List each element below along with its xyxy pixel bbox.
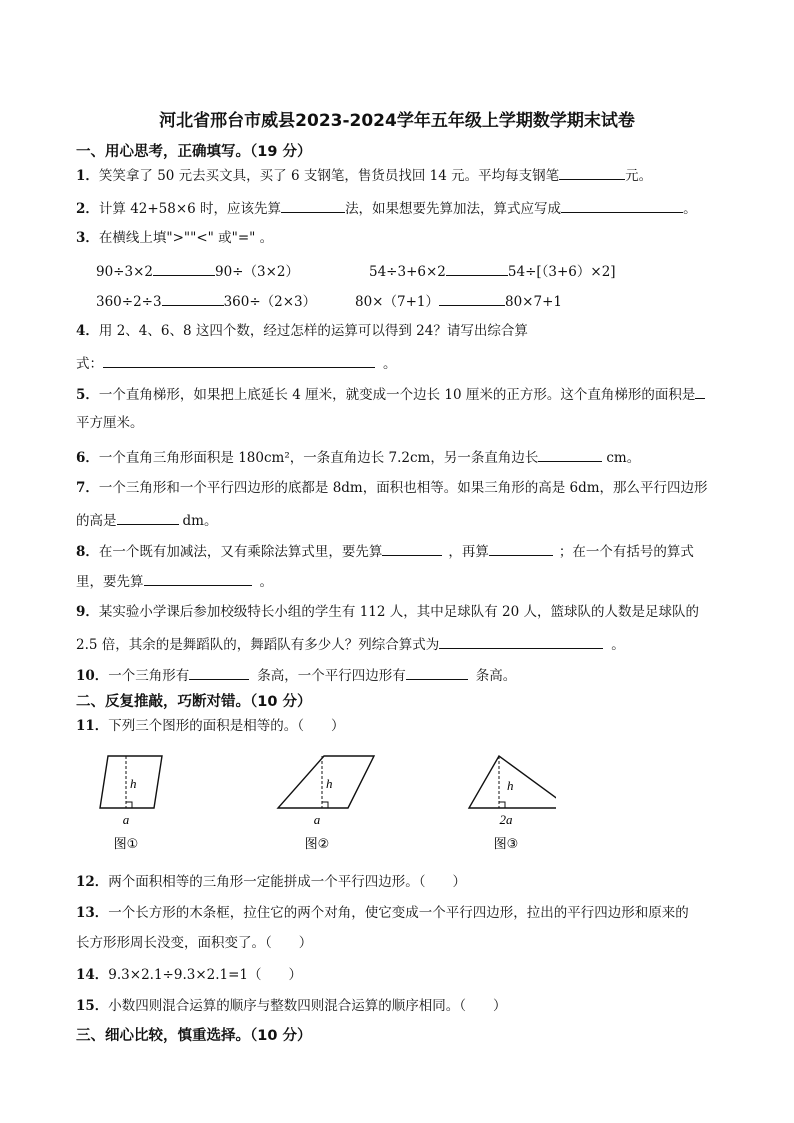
answer-blank[interactable]	[382, 541, 442, 556]
compare-right: 54÷[（3+6）×2]	[507, 264, 616, 280]
answer-blank[interactable]	[144, 571, 252, 586]
question-text: 条高，一个平行四边形有	[257, 668, 406, 684]
base-label: 2a	[499, 812, 513, 827]
question-7	[76, 479, 708, 497]
question-8	[76, 541, 694, 561]
question-text: 笑笑拿了 50 元去买文具，买了 6 支钢笔，售货员找回 14 元。平均每支钢笔	[98, 168, 560, 184]
question-4-cont	[76, 353, 397, 373]
question-5	[76, 384, 705, 404]
figure-caption: 图②	[304, 837, 330, 852]
answer-blank[interactable]	[439, 291, 505, 306]
question-14	[76, 966, 302, 984]
question-number: 13．	[76, 905, 109, 921]
question-text: 一个三角形和一个平行四边形的底都是 8dm，面积也相等。如果三角形的高是 6dm，那么平行四边形	[98, 480, 708, 496]
question-text: 元。	[625, 168, 653, 184]
question-text: 。	[683, 201, 697, 217]
question-number: 14．	[76, 967, 109, 983]
answer-blank[interactable]	[538, 447, 602, 462]
question-4	[76, 322, 528, 340]
question-13-cont	[76, 934, 312, 952]
question-text: cm。	[606, 450, 641, 466]
answer-blank[interactable]	[559, 165, 625, 180]
question-9-cont	[76, 634, 625, 654]
question-6	[76, 447, 640, 467]
figure-caption: 图①	[113, 837, 139, 852]
answer-blank[interactable]	[153, 261, 215, 276]
question-text: 9.3×2.1÷9.3×2.1=1（ ）	[108, 967, 303, 983]
section-3-heading: 三、细心比较，慎重选择。（10 分）	[76, 1028, 312, 1044]
section-2-heading: 二、反复推敲，巧断对错。（10 分）	[76, 694, 312, 710]
answer-blank[interactable]	[439, 634, 603, 649]
question-13	[76, 904, 689, 922]
question-text: ，再算	[448, 544, 489, 560]
question-number: 9．	[76, 604, 99, 620]
question-text: 在一个既有加减法，又有乘除法算式里，要先算	[98, 544, 383, 560]
question-number: 12．	[76, 874, 109, 890]
question-number: 3．	[76, 230, 99, 246]
question-number: 4．	[76, 323, 99, 339]
question-11	[76, 717, 345, 735]
question-text: 长方形形周长没变，面积变了。（ ）	[76, 935, 313, 951]
question-9	[76, 603, 699, 621]
right-angle-mark	[322, 802, 328, 808]
question-text: 里，要先算	[76, 574, 144, 590]
answer-blank[interactable]	[162, 291, 224, 306]
area-figures	[96, 746, 556, 858]
answer-blank[interactable]	[406, 665, 468, 680]
answer-blank[interactable]	[561, 198, 683, 213]
question-number: 2．	[76, 201, 99, 217]
question-text: 在横线上填">""<" 或"=" 。	[98, 230, 274, 246]
question-text: 。	[259, 574, 273, 590]
question-text: 某实验小学课后参加校级特长小组的学生有 112 人，其中足球队有 20 人，篮球队的人数是足球队的	[98, 604, 700, 620]
question-text: ；在一个有括号的算式	[558, 544, 694, 560]
question-number: 5．	[76, 387, 99, 403]
question-number: 10．	[76, 668, 109, 684]
question-text: 的高是	[76, 513, 117, 529]
height-label: h	[326, 776, 333, 791]
height-label: h	[507, 778, 514, 793]
question-10	[76, 665, 516, 685]
answer-blank[interactable]	[446, 261, 508, 276]
question-number: 6．	[76, 450, 99, 466]
question-text: 2.5 倍，其余的是舞蹈队的，舞蹈队有多少人？列综合算式为	[76, 637, 440, 653]
section-1-heading: 一、用心思考，正确填写。（19 分）	[76, 144, 312, 160]
answer-blank[interactable]	[103, 353, 375, 368]
question-text: 下列三个图形的面积是相等的。（ ）	[108, 718, 345, 734]
question-text: 一个直角三角形面积是 180cm²，一条直角边长 7.2cm，另一条直角边长	[98, 450, 539, 466]
question-8-cont	[76, 571, 273, 591]
compare-item	[96, 260, 299, 280]
question-text: 一个三角形有	[108, 668, 190, 684]
question-text: 。	[383, 356, 397, 372]
answer-blank[interactable]	[117, 510, 179, 525]
question-text: 法，如果想要先算加法，算式应写成	[345, 201, 562, 217]
answer-blank[interactable]	[489, 541, 553, 556]
question-number: 15．	[76, 998, 109, 1014]
question-text: 平方厘米。	[76, 415, 144, 431]
question-text: 。	[611, 637, 625, 653]
compare-left: 360÷2÷3	[96, 294, 162, 310]
figure-caption: 图③	[493, 837, 519, 852]
question-number: 7．	[76, 480, 99, 496]
compare-left: 54÷3+6×2	[369, 264, 446, 280]
compare-left: 80×（7+1）	[355, 294, 439, 310]
question-text: 用 2、4、6、8 这四个数，经过怎样的运算可以得到 24？请写出综合算	[98, 323, 528, 339]
question-text: dm。	[182, 513, 218, 529]
base-label: a	[313, 812, 321, 827]
question-3	[76, 229, 273, 247]
question-number: 1．	[76, 168, 99, 184]
question-2	[76, 198, 697, 218]
compare-right: 90÷（3×2）	[214, 264, 299, 280]
question-12	[76, 873, 466, 891]
question-text: 小数四则混合运算的顺序与整数四则混合运算的顺序相同。（ ）	[108, 998, 507, 1014]
question-text: 一个直角梯形，如果把上底延长 4 厘米，就变成一个边长 10 厘米的正方形。这个直角梯形的面积是	[98, 387, 696, 403]
height-label: h	[130, 776, 137, 791]
answer-blank[interactable]	[695, 384, 705, 399]
right-angle-mark	[126, 802, 132, 808]
question-5-cont	[76, 414, 144, 432]
question-text: 一个长方形的木条框，拉住它的两个对角，使它变成一个平行四边形，拉出的平行四边形和原来的	[108, 905, 689, 921]
compare-left: 90÷3×2	[96, 264, 153, 280]
question-text: 计算 42+58×6 时，应该先算	[98, 201, 282, 217]
compare-right: 80×7+1	[504, 294, 562, 310]
figure-3-triangle	[469, 756, 556, 852]
question-text: 两个面积相等的三角形一定能拼成一个平行四边形。（ ）	[108, 874, 467, 890]
question-text: 式：	[76, 356, 103, 372]
answer-blank[interactable]	[189, 665, 249, 680]
figure-2-parallelogram	[278, 756, 374, 852]
compare-item	[355, 290, 562, 310]
figure-1-parallelogram	[100, 756, 162, 852]
question-7-cont	[76, 510, 217, 530]
question-number: 8．	[76, 544, 99, 560]
question-text: 条高。	[475, 668, 517, 684]
compare-item	[369, 260, 616, 280]
question-15	[76, 997, 507, 1015]
question-1	[76, 165, 652, 185]
compare-right: 360÷（2×3）	[223, 294, 317, 310]
base-label: a	[122, 812, 130, 827]
question-number: 11．	[76, 718, 109, 734]
answer-blank[interactable]	[281, 198, 345, 213]
page-title: 河北省邢台市威县2023-2024学年五年级上学期数学期末试卷	[159, 111, 635, 131]
right-angle-mark	[499, 802, 505, 808]
compare-item	[96, 290, 316, 310]
